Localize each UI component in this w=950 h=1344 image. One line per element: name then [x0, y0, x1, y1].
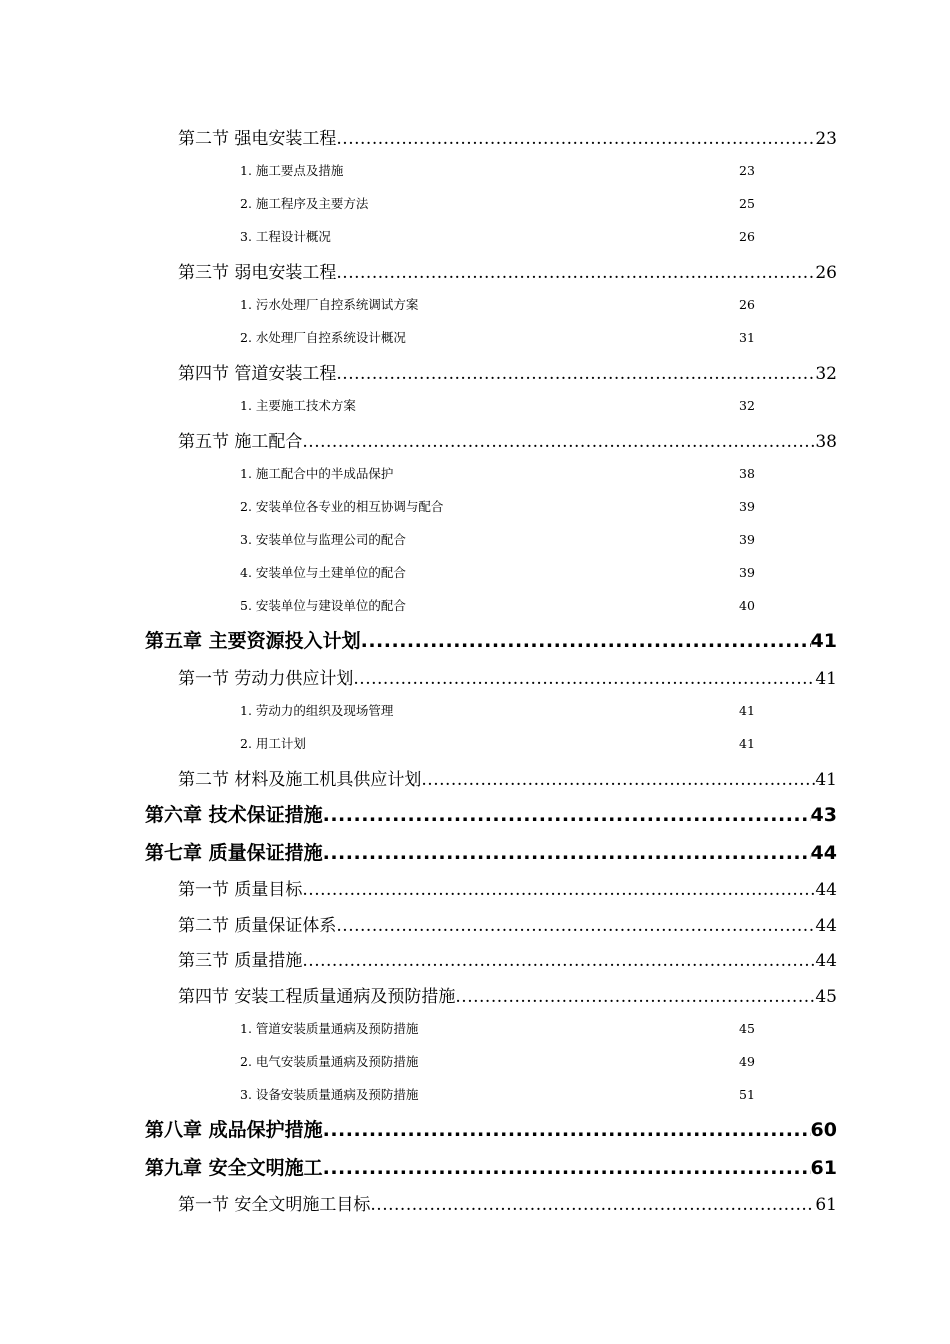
toc-entry-title: 2. 安装单位各专业的相互协调与配合	[240, 499, 444, 514]
toc-entry-title: 第七章 质量保证措施	[145, 842, 323, 864]
toc-page-number: 45	[815, 987, 837, 1007]
toc-page-number: 60	[810, 1119, 837, 1141]
toc-entry-title: 1. 管道安装质量通病及预防措施	[240, 1021, 419, 1036]
toc-page-number: 41	[739, 703, 755, 718]
toc-section-row[interactable]	[178, 946, 837, 971]
toc-entry-title: 第二节 质量保证体系	[178, 916, 337, 936]
dot-leader	[421, 770, 815, 790]
toc-entry-title: 第一节 安全文明施工目标	[178, 1195, 371, 1215]
toc-section-row[interactable]	[178, 258, 837, 283]
toc-page-number: 41	[815, 669, 837, 689]
dot-leader	[323, 804, 811, 826]
dot-leader	[370, 1195, 815, 1215]
toc-entry-title: 第四节 安装工程质量通病及预防措施	[178, 987, 456, 1007]
toc-page-number: 39	[739, 499, 755, 514]
toc-page-number: 61	[815, 1195, 837, 1215]
toc-entry-title: 2. 水处理厂自控系统设计概况	[240, 330, 406, 345]
toc-entry-title: 2. 电气安装质量通病及预防措施	[240, 1054, 419, 1069]
toc-section-row[interactable]	[178, 765, 837, 790]
toc-section-row[interactable]	[178, 982, 837, 1007]
dot-leader	[361, 630, 811, 652]
toc-entry-title: 第一节 劳动力供应计划	[178, 669, 354, 689]
toc-section-row[interactable]	[178, 427, 837, 452]
toc-page-number: 32	[815, 364, 837, 384]
toc-entry-title: 第八章 成品保护措施	[145, 1119, 323, 1141]
toc-entry-title: 第六章 技术保证措施	[145, 804, 323, 826]
toc-section-row[interactable]	[178, 1190, 837, 1215]
toc-entry-title: 1. 劳动力的组织及现场管理	[240, 703, 394, 718]
toc-page-number: 45	[739, 1021, 755, 1036]
toc-entry-title: 第四节 管道安装工程	[178, 364, 337, 384]
dot-leader	[336, 916, 815, 936]
toc-page-number: 43	[810, 804, 837, 826]
toc-entry-title: 第二节 强电安装工程	[178, 129, 337, 149]
toc-entry-title: 1. 主要施工技术方案	[240, 398, 356, 413]
dot-leader	[302, 880, 815, 900]
toc-section-row[interactable]	[178, 664, 837, 689]
toc-entry-title: 第五章 主要资源投入计划	[145, 630, 361, 652]
toc-page-number: 44	[815, 916, 837, 936]
dot-leader	[336, 364, 815, 384]
dot-leader	[323, 842, 811, 864]
toc-entry-title: 1. 施工配合中的半成品保护	[240, 466, 394, 481]
toc-entry-title: 1. 施工要点及措施	[240, 163, 344, 178]
toc-page-number: 39	[739, 532, 755, 547]
toc-page-number: 38	[815, 432, 837, 452]
toc-item-row[interactable]	[240, 1052, 760, 1070]
toc-entry-title: 3. 工程设计概况	[240, 229, 331, 244]
toc-chapter-row[interactable]	[145, 1115, 837, 1142]
toc-section-row[interactable]	[178, 911, 837, 936]
dot-leader	[455, 987, 815, 1007]
toc-page-number: 38	[739, 466, 755, 481]
toc-item-row[interactable]	[240, 734, 760, 752]
toc-page-number: 26	[739, 229, 755, 244]
toc-entry-title: 5. 安装单位与建设单位的配合	[240, 598, 406, 613]
toc-entry-title: 2. 用工计划	[240, 736, 306, 751]
toc-entry-title: 2. 施工程序及主要方法	[240, 196, 369, 211]
toc-page-number: 61	[810, 1157, 837, 1179]
dot-leader	[336, 263, 815, 283]
toc-page-number: 51	[739, 1087, 755, 1102]
toc-page-number: 31	[739, 330, 755, 345]
toc-page-number: 26	[739, 297, 755, 312]
toc-entry-title: 第三节 质量措施	[178, 951, 303, 971]
toc-page-number: 44	[815, 951, 837, 971]
toc-entry-title: 4. 安装单位与土建单位的配合	[240, 565, 406, 580]
toc-item-row[interactable]	[240, 563, 760, 581]
toc-page-number: 49	[739, 1054, 755, 1069]
toc-page-number: 40	[739, 598, 755, 613]
toc-page-number: 39	[739, 565, 755, 580]
toc-page-number: 44	[810, 842, 837, 864]
toc-entry-title: 3. 设备安装质量通病及预防措施	[240, 1087, 419, 1102]
toc-item-row[interactable]	[240, 328, 760, 346]
dot-leader	[302, 951, 815, 971]
toc-section-row[interactable]	[178, 875, 837, 900]
toc-item-row[interactable]	[240, 396, 760, 414]
dot-leader	[323, 1157, 811, 1179]
dot-leader	[323, 1119, 811, 1141]
dot-leader	[353, 669, 815, 689]
toc-item-row[interactable]	[240, 1019, 760, 1037]
toc-item-row[interactable]	[240, 227, 760, 245]
toc-entry-title: 第九章 安全文明施工	[145, 1157, 323, 1179]
toc-entry-title: 3. 安装单位与监理公司的配合	[240, 532, 406, 547]
dot-leader	[336, 129, 815, 149]
toc-entry-title: 1. 污水处理厂自控系统调试方案	[240, 297, 419, 312]
toc-item-row[interactable]	[240, 596, 760, 614]
toc-item-row[interactable]	[240, 701, 760, 719]
toc-page-number: 26	[815, 263, 837, 283]
toc-page-number: 23	[739, 163, 755, 178]
toc-chapter-row[interactable]	[145, 838, 837, 865]
toc-entry-title: 第一节 质量目标	[178, 880, 303, 900]
toc-page-number: 41	[815, 770, 837, 790]
toc-item-row[interactable]	[240, 295, 760, 313]
toc-entry-title: 第五节 施工配合	[178, 432, 303, 452]
toc-item-row[interactable]	[240, 1085, 760, 1103]
toc-page-number: 44	[815, 880, 837, 900]
toc-entry-title: 第二节 材料及施工机具供应计划	[178, 770, 422, 790]
toc-entry-title: 第三节 弱电安装工程	[178, 263, 337, 283]
toc-section-row[interactable]	[178, 124, 837, 149]
toc-chapter-row[interactable]	[145, 1153, 837, 1180]
toc-item-row[interactable]	[240, 497, 760, 515]
toc-item-row[interactable]	[240, 194, 760, 212]
toc-page-number: 25	[739, 196, 755, 211]
toc-chapter-row[interactable]	[145, 800, 837, 827]
toc-chapter-row[interactable]	[145, 626, 837, 653]
toc-page-number: 23	[815, 129, 837, 149]
toc-page-number: 32	[739, 398, 755, 413]
toc-page-number: 41	[739, 736, 755, 751]
toc-item-row[interactable]	[240, 464, 760, 482]
toc-section-row[interactable]	[178, 359, 837, 384]
dot-leader	[302, 432, 815, 452]
toc-page-number: 41	[810, 630, 837, 652]
toc-item-row[interactable]	[240, 161, 760, 179]
toc-item-row[interactable]	[240, 530, 760, 548]
